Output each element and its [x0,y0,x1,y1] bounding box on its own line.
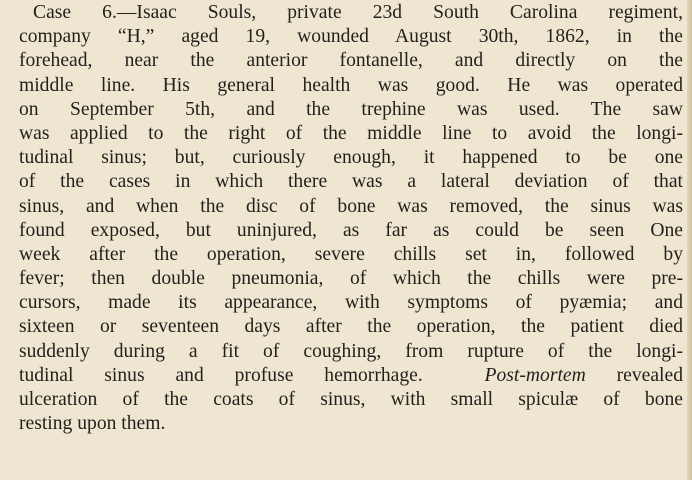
text-segment: tudinal sinus and profuse hemorrhage. [19,364,423,386]
text-line: ulceration of the coats of sinus, with small spiculæ of bone [19,389,683,410]
text-line: of the cases in which there was a lateral deviation of that [19,171,683,193]
text-line-last: resting upon them. [19,413,166,435]
text-line: tudinal sinus; but, curiously enough, it happened to be one [19,147,683,169]
text-line: cursors, made its appearance, with symptoms of pyæmia; and [19,292,683,314]
text-line: found exposed, but uninjured, as far as could be seen One [19,219,683,241]
text-line: sinus, and when the disc of bone was removed, the sinus was [19,195,683,217]
text-segment: revealed [616,364,683,386]
text-line: sixteen or seventeen days after the operation, the patient died [19,316,683,338]
text-line-with-italic [19,364,683,388]
italic-term: Post-mortem [484,364,586,386]
text-line: forehead, near the anterior fontanelle, and directly on the [19,50,683,72]
text-line: middle line. His general health was good. He was operated [19,74,683,96]
text-line: on September 5th, and the trephine was used. The saw [19,98,683,120]
text-line: company “H,” aged 19, wounded August 30th, 1862, in the [19,26,683,48]
text-line: fever; then double pneumonia, of which the chills were pre- [19,268,683,290]
text-line: suddenly during a fit of coughing, from rupture of the longi- [19,340,683,362]
case-paragraph [19,1,683,436]
page-edge [687,0,692,480]
text-line: was applied to the right of the middle line to avoid the longi- [19,122,683,144]
text-line: week after the operation, severe chills set in, followed by [19,243,683,265]
text-line: Case 6.—Isaac Souls, private 23d South Carolina regiment, [33,2,683,23]
